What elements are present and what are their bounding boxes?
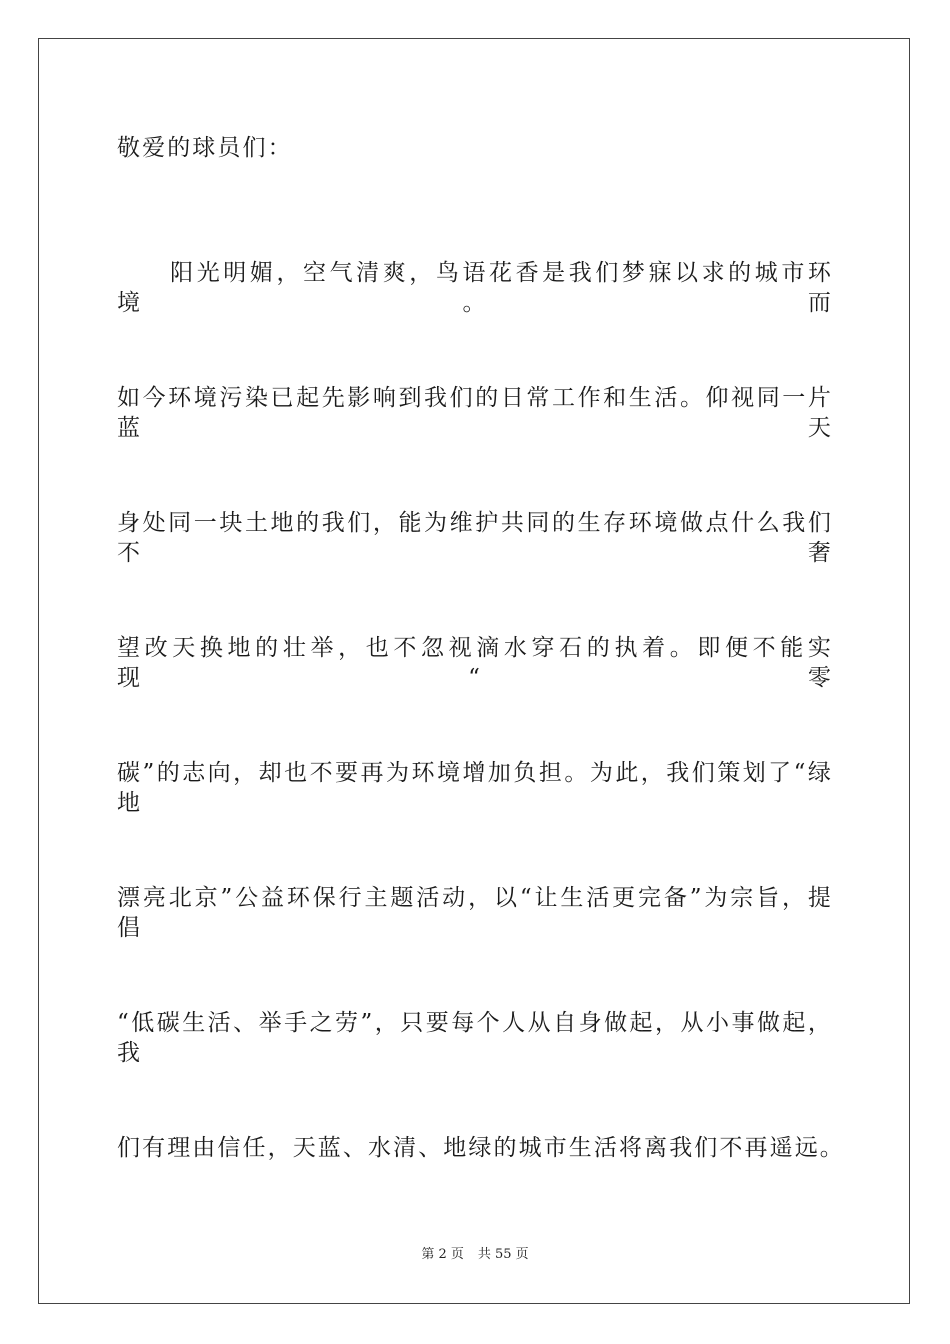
- page-footer: [0, 1246, 950, 1264]
- body-line-2: 如今环境污染已起先影响到我们的日常工作和生活。仰视同一片蓝天: [117, 385, 833, 441]
- total-pages: 共 55 页: [477, 1247, 529, 1262]
- body-line-8: 们有理由信任，天蓝、水清、地绿的城市生活将离我们不再遥远。: [117, 1135, 845, 1161]
- body-line-7: “低碳生活、举手之劳”，只要每个人从自身做起，从小事做起，我: [117, 1010, 833, 1066]
- salutation: 敬爱的球员们：: [117, 135, 293, 161]
- body-line-3: 身处同一块土地的我们，能为维护共同的生存环境做点什么我们不奢: [117, 510, 833, 566]
- body-line-6: 漂亮北京”公益环保行主题活动，以“让生活更完备”为宗旨，提倡: [117, 885, 833, 941]
- body-line-1: 阳光明媚，空气清爽，鸟语花香是我们梦寐以求的城市环境。而: [117, 260, 833, 316]
- body-line-5: 碳”的志向，却也不要再为环境增加负担。为此，我们策划了“绿地: [117, 760, 833, 816]
- body-line-4: 望改天换地的壮举，也不忽视滴水穿石的执着。即便不能实现“零: [117, 635, 833, 691]
- page-number: 第 2 页: [421, 1247, 464, 1262]
